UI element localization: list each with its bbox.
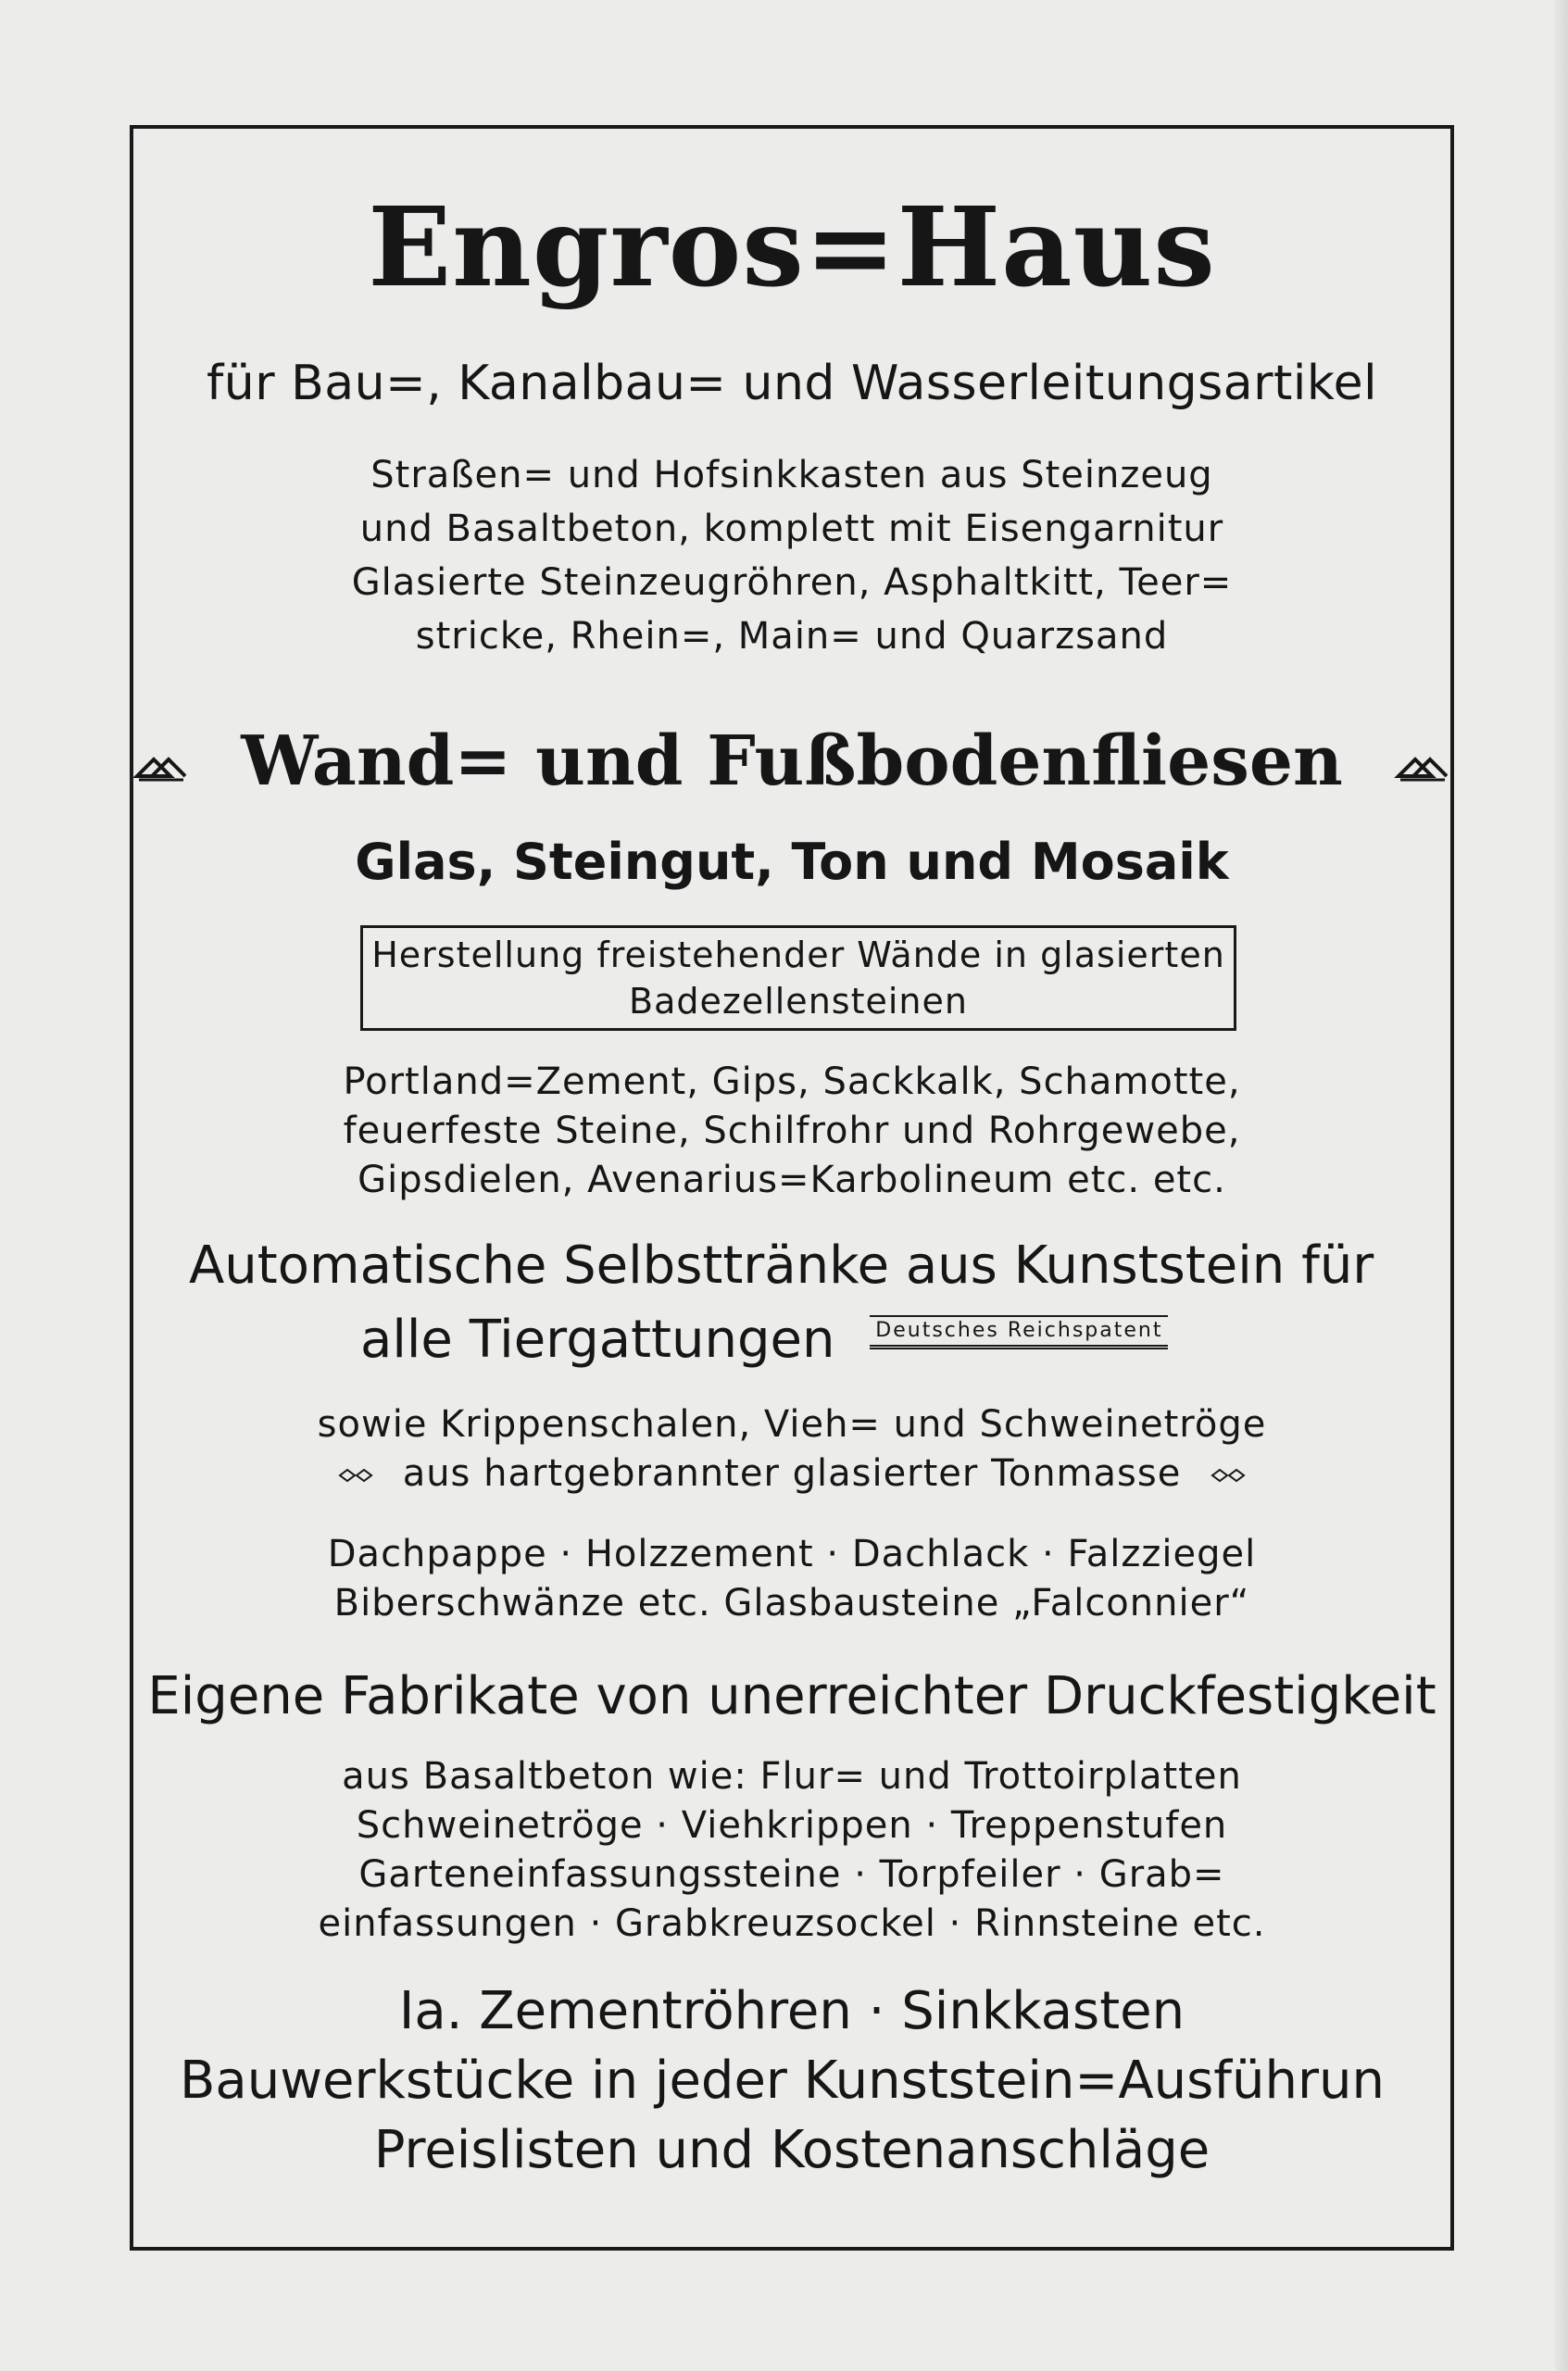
section2-line: feuerfeste Steine, Schilfrohr und Rohrgewebe,: [343, 1110, 1241, 1152]
small-ornament-right-icon: [1194, 1466, 1249, 1485]
section3-line: sowie Krippenschalen, Vieh= und Schweinetröge: [317, 1403, 1267, 1446]
section3-heading-line2-row: [133, 1310, 1450, 1370]
section2-heading-row: [133, 721, 1450, 801]
section2-subheading: Glas, Steingut, Ton und Mosaik: [355, 833, 1229, 891]
section3-heading-line2: alle Tiergattungen: [360, 1310, 835, 1370]
section3-heading-line1: Automatische Selbsttränke aus Kunststein für: [189, 1236, 1374, 1296]
advertisement-frame: [130, 125, 1454, 2251]
info-box: [360, 925, 1236, 1031]
section3-line2: Dachpappe · Holzzement · Dachlack · Falzziegel: [327, 1533, 1257, 1575]
section2-heading: Wand= und Fußbodenfliesen: [241, 721, 1343, 801]
info-box-line: Herstellung freistehender Wände in glasierten: [371, 935, 1225, 975]
section4-line: einfassungen · Grabkreuzsockel · Rinnsteine etc.: [318, 1902, 1266, 1945]
ad-title: Engros=Haus: [368, 182, 1216, 311]
section3-line: aus hartgebrannter glasierter Tonmasse: [402, 1452, 1182, 1495]
footer-line2: Bauwerkstücke in jeder Kunststein=Ausführun: [180, 2051, 1386, 2111]
small-ornament-left-icon: [334, 1466, 390, 1485]
section4-line: aus Basaltbeton wie: Flur= und Trottoirplatten: [342, 1755, 1242, 1798]
section4-heading: Eigene Fabrikate von unerreichter Druckfestigkeit: [147, 1666, 1436, 1726]
ornament-right-icon: [1367, 748, 1450, 785]
section4-line: Garteneinfassungssteine · Torpfeiler · Grab=: [358, 1853, 1225, 1896]
section1-line: Glasierte Steinzeugröhren, Asphaltkitt, Teer=: [351, 561, 1233, 604]
footer-line1: Ia. Zementröhren · Sinkkasten: [398, 1981, 1185, 2041]
ad-subtitle: für Bau=, Kanalbau= und Wasserleitungsartikel: [206, 356, 1378, 411]
ornament-left-icon: [133, 748, 217, 785]
section4-line: Schweinetröge · Viehkrippen · Treppenstufen: [356, 1804, 1228, 1847]
section1-line: und Basaltbeton, komplett mit Eisengarnitur: [359, 508, 1224, 550]
section3-line-row: [133, 1447, 1450, 1500]
patent-badge: Deutsches Reichspatent: [870, 1315, 1168, 1349]
section1-line: Straßen= und Hofsinkkasten aus Steinzeug: [370, 454, 1213, 496]
footer-line3: Preislisten und Kostenanschläge: [373, 2120, 1210, 2180]
section2-line: Gipsdielen, Avenarius=Karbolineum etc. etc.: [358, 1159, 1226, 1201]
section3-line2: Biberschwänze etc. Glasbausteine „Falconnier“: [333, 1582, 1250, 1625]
page-edge: [1555, 0, 1568, 2371]
info-box-line: Badezellensteinen: [629, 981, 968, 1022]
section2-line: Portland=Zement, Gips, Sackkalk, Schamotte,: [343, 1060, 1241, 1103]
section1-line: stricke, Rhein=, Main= und Quarzsand: [415, 615, 1169, 658]
